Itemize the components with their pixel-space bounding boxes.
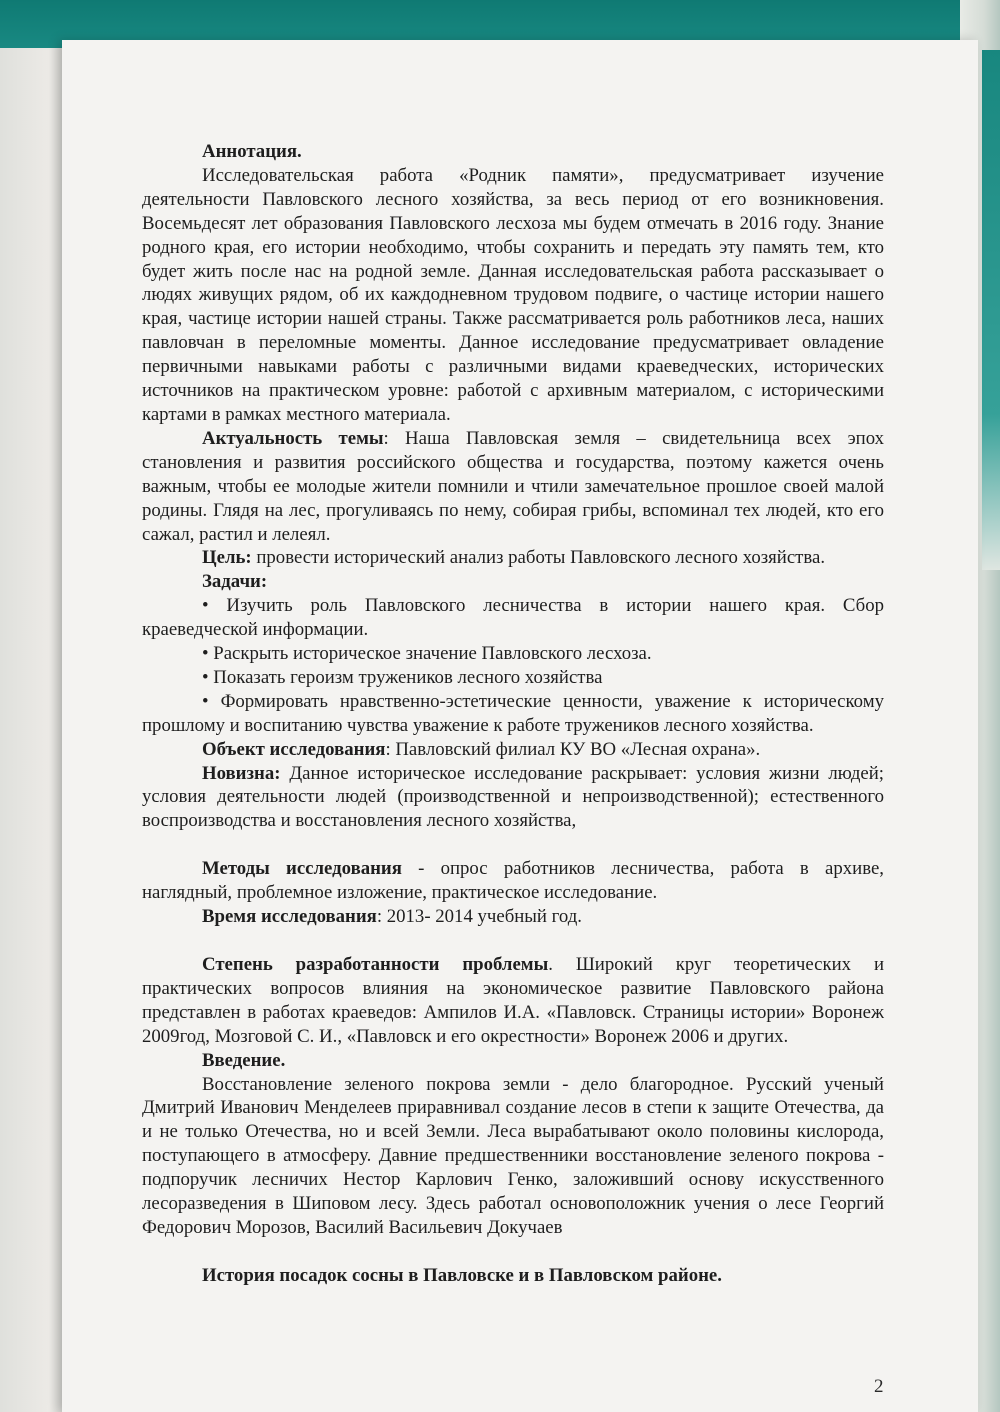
degree-body: . Широкий круг теоретических и практических вопросов влияния на экономическое развитие Павловского района представлен в работах краеведов: Ампилов И.А. «Павловск. Страницы истории» Воронеж 2009год, Мозговой С. И., «Павловск и его окрестности» Воронеж 2006 и других.	[142, 954, 884, 1047]
object-paragraph	[142, 738, 884, 762]
relevance-paragraph	[142, 427, 884, 547]
goal-body: провести исторический анализ работы Павловского лесного хозяйства.	[251, 547, 826, 569]
task-item: • Изучить роль Павловского лесничества в истории нашего края. Сбор краеведческой информации.	[142, 595, 884, 641]
novelty-label: Новизна:	[202, 762, 281, 784]
novelty-body: Данное историческое исследование раскрывает: условия жизни людей; условия деятельности людей (производственной и непроизводственной); естественного воспроизводства и восстановления лесного хозяйства,	[142, 762, 884, 832]
page-stack-edge-left	[0, 48, 70, 1412]
object-body: : Павловский филиал КУ ВО «Лесная охрана».	[385, 738, 761, 760]
history-heading: История посадок сосны в Павловске и в Павловском районе.	[202, 1264, 722, 1286]
introduction-body: Восстановление зеленого покрова земли - дело благородное. Русский ученый Дмитрий Иванович Менделеев приравнивал создание лесов в степи к защите Отечества, да и не только Отечества, но и всей Земли. Леса вырабатывают около половины кислорода, поступающего в атмосферу. Давние предшественники восстановление зеленого покрова - подпоручик лесничих Нестор Карлович Генко, заложивший основу искусственного лесоразведения в Шиповом лесу. Здесь работал основоположник учения о лесе Георгий Федорович Морозов, Василий Васильевич Докучаев	[142, 1073, 884, 1238]
task-item: • Формировать нравственно-эстетические ценности, уважение к историческому прошлому и воспитанию чувства уважение к работе тружеников лесного хозяйства.	[142, 690, 884, 736]
novelty-paragraph	[142, 762, 884, 834]
blank-line	[142, 929, 884, 953]
blank-line	[142, 833, 884, 857]
teal-cover-edge-right	[982, 50, 1000, 570]
introduction-heading: Введение.	[202, 1049, 286, 1071]
relevance-body: : Наша Павловская земля – свидетельница всех эпох становления и развития российского общества и государства, поэтому кажется очень важным, чтобы ее молодые жители помнили и чтили замечательное прошлое своей малой родины. Глядя на лес, прогуливаясь по нему, собирая грибы, вспоминал тех людей, кто его сажал, растил и лелеял.	[142, 427, 885, 545]
annotation-body: Исследовательская работа «Родник памяти», предусматривает изучение деятельности Павловского лесного хозяйства, за весь период от его возникновения. Восемьдесят лет образования Павловского лесхоза мы будем отмечать в 2016 году. Знание родного края, его истории необходимо, чтобы сохранить и передать эту память тем, кто будет жить после нас на родной земле. Данная исследовательская работа рассказывает о людях живущих рядом, об их каждодневном трудовом подвиге, о частице истории нашего края, частице истории нашей страны. Также рассматривается роль работников леса, наших павловчан в переломные моменты. Данное исследование предусматривает овладение первичными навыками работы с различными видами краеведческих, исторических источников на практическом уровне: работой с архивным материалом, с историческими картами в рамках местного материала.	[142, 164, 884, 425]
document-text	[142, 140, 884, 1288]
page-number: 2	[874, 1376, 884, 1397]
goal-paragraph	[142, 546, 884, 570]
blank-line	[142, 1240, 884, 1264]
goal-label: Цель:	[202, 547, 252, 569]
time-paragraph	[142, 905, 884, 929]
degree-paragraph	[142, 953, 884, 1049]
methods-body: - опрос работников лесничества, работа в архиве, наглядный, проблемное изложение, практическое исследование.	[142, 858, 884, 904]
degree-label: Степень разработанности проблемы	[202, 954, 549, 975]
tasks-heading: Задачи:	[202, 571, 268, 593]
annotation-heading: Аннотация.	[202, 141, 302, 162]
methods-label: Методы исследования	[202, 858, 402, 880]
relevance-label: Актуальность темы	[202, 427, 384, 449]
task-item: • Показать героизм тружеников лесного хозяйства	[202, 666, 603, 688]
methods-paragraph	[142, 857, 884, 905]
object-label: Объект исследования	[202, 738, 386, 760]
task-item: • Раскрыть историческое значение Павловского лесхоза.	[202, 643, 652, 665]
time-label: Время исследования	[202, 906, 377, 928]
time-body: : 2013- 2014 учебный год.	[376, 906, 583, 928]
